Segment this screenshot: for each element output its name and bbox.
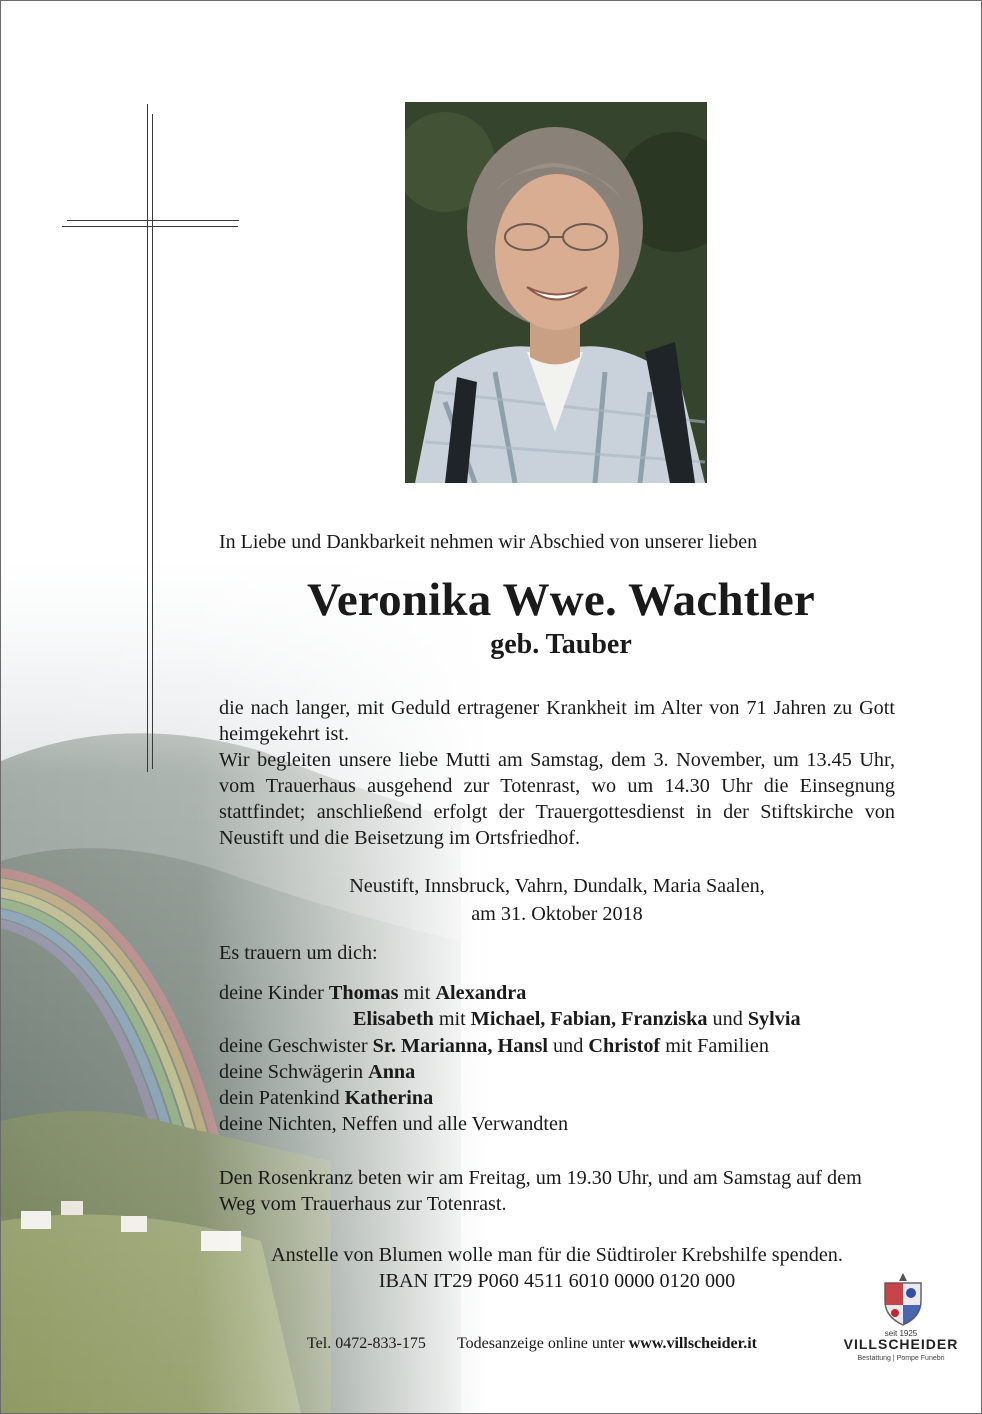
announcement-body [219, 695, 895, 851]
list-item: deine Schwägerin Anna [219, 1060, 416, 1083]
footer-online: Todesanzeige online unter www.villscheider.it [457, 1335, 757, 1352]
list-item: Elisabeth mit Michael, Fabian, Franziska und Sylvia [353, 1008, 801, 1031]
birth-name: geb. Tauber [490, 629, 632, 660]
rosary-text: Den Rosenkranz beten wir am Freitag, um 19.30 Uhr, und am Samstag auf dem Weg vom Trauerhaus zur Totenrast. [219, 1167, 862, 1215]
funeral-paragraph: Wir begleiten unsere liebe Mutti am Samstag, dem 3. November, um 13.45 Uhr, vom Trauerhaus ausgehend zur Totenrast, wo um 14.30 Uhr die Einsegnung stattfindet; anschließend erfolgt der Trauergottesdienst in der Stiftskirche von Neustift und die Beisetzung im Ortsfriedhof. [219, 749, 895, 849]
website-link[interactable]: www.villscheider.it [628, 1335, 757, 1352]
cross-vertical-line [147, 104, 148, 772]
iban-text: IBAN IT29 P060 4511 6010 0000 0120 000 [378, 1270, 736, 1292]
mourners-list [219, 980, 919, 1138]
portrait-photo [405, 102, 707, 483]
villscheider-logo [837, 1271, 965, 1381]
cross-horizontal-line [67, 220, 239, 221]
list-item: deine Nichten, Neffen und alle Verwandten [219, 1113, 569, 1136]
mourners-heading: Es trauern um dich: [219, 942, 378, 964]
deceased-name: Veronika Wwe. Wachtler [307, 574, 815, 626]
list-item: dein Patenkind Katherina [219, 1087, 434, 1110]
footer-phone: Tel. 0472-833-175 [307, 1335, 426, 1352]
crest-icon [881, 1271, 925, 1327]
donation-info [219, 1242, 895, 1294]
list-item: deine Kinder Thomas mit Alexandra [219, 982, 527, 1004]
intro-text: In Liebe und Dankbarkeit nehmen wir Abschied von unserer lieben [219, 531, 758, 553]
cross-horizontal-line-inner [62, 226, 238, 227]
logo-subtitle: Bestattung | Pompe Funebri [857, 1355, 945, 1362]
logo-name: VILLSCHEIDER [843, 1336, 959, 1352]
place-line: Neustift, Innsbruck, Vahrn, Dundalk, Maria Saalen, [349, 875, 765, 897]
donation-text: Anstelle von Blumen wolle man für die Südtiroler Krebshilfe spenden. [271, 1244, 843, 1266]
illness-paragraph: die nach langer, mit Geduld ertragener Krankheit im Alter von 71 Jahren zu Gott heimgekehrt ist. [219, 697, 895, 745]
date-line: am 31. Oktober 2018 [471, 903, 643, 925]
cross-vertical-line-inner [152, 114, 153, 769]
place-date [219, 872, 895, 928]
list-item: deine Geschwister Sr. Marianna, Hansl und Christof mit Familien [219, 1034, 769, 1057]
logo-since: seit 1925 [884, 1329, 918, 1338]
